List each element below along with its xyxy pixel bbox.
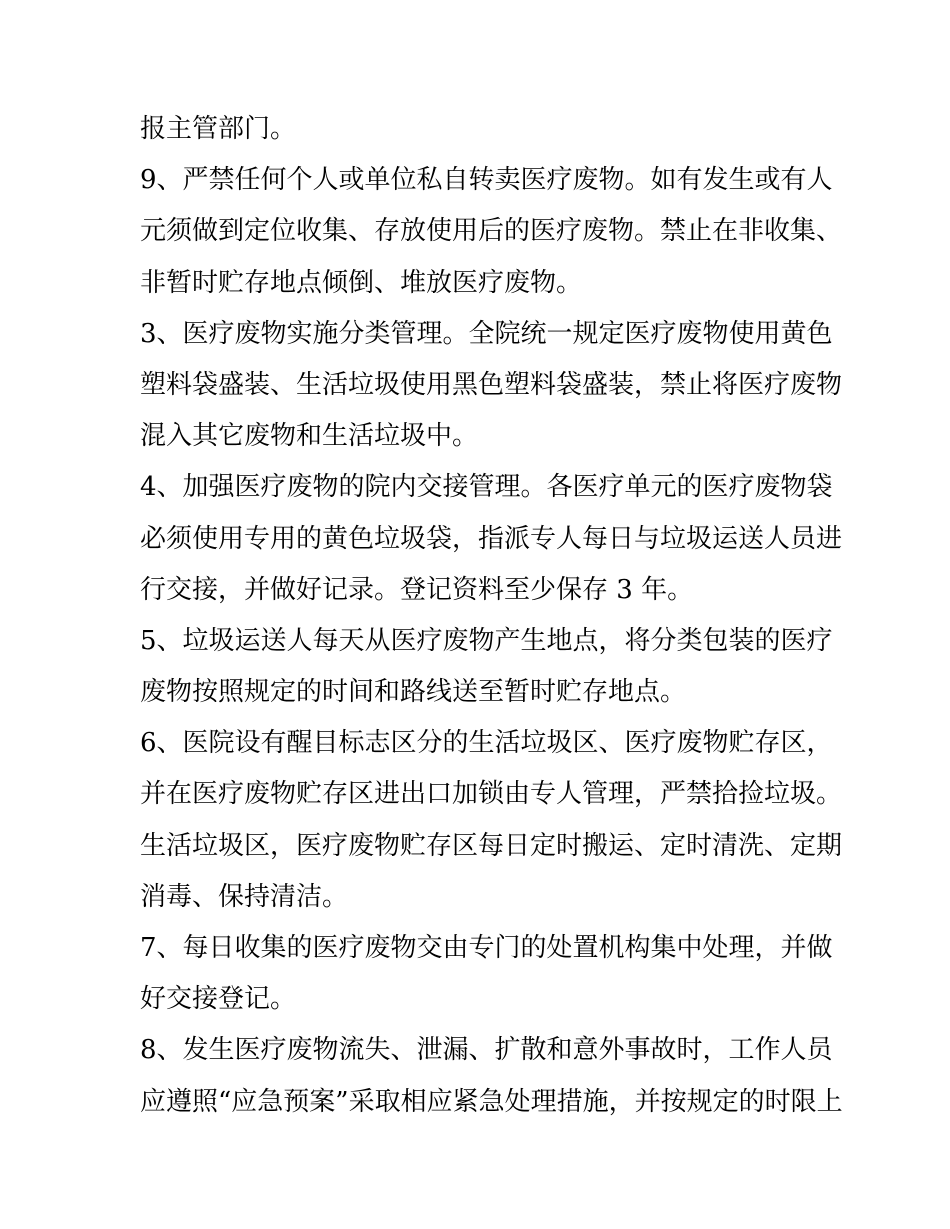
text-line: 元须做到定位收集、存放使用后的医疗废物。禁止在非收集、: [140, 216, 843, 247]
text-line: 7、每日收集的医疗废物交由专门的处置机构集中处理，并做: [140, 933, 833, 963]
text-line: 好交接登记。: [140, 984, 297, 1015]
text-line: 8、发生医疗废物流失、泄漏、扩散和意外事故时，工作人员: [140, 1035, 833, 1066]
text-line: 9、严禁任何个人或单位私自转卖医疗废物。如有发生或有人: [140, 165, 833, 196]
text-line: 行交接，并做好记录。登记资料至少保存 3 年。: [140, 574, 694, 605]
text-line: 消毒、保持清洁。: [140, 881, 349, 912]
text-line: 5、垃圾运送人每天从医疗废物产生地点，将分类包装的医疗: [140, 625, 833, 656]
text-line: 3、医疗废物实施分类管理。全院统一规定医疗废物使用黄色: [140, 318, 833, 349]
text-line: 废物按照规定的时间和路线送至暂时贮存地点。: [140, 677, 687, 708]
text-line: 必须使用专用的黄色垃圾袋，指派专人每日与垃圾运送人员进: [140, 523, 843, 554]
text-line: 混入其它废物和生活垃圾中。: [140, 421, 479, 452]
document-body: [140, 104, 843, 1128]
text-line: 报主管部门。: [140, 114, 297, 144]
text-line: 并在医疗废物贮存区进出口加锁由专人管理，严禁拾捡垃圾。: [140, 779, 843, 810]
text-line: 6、医院设有醒目标志区分的生活垃圾区、医疗废物贮存区，: [140, 728, 833, 759]
text-line: 4、加强医疗废物的院内交接管理。各医疗单元的医疗废物袋: [140, 472, 833, 503]
text-line: 生活垃圾区，医疗废物贮存区每日定时搬运、定时清洗、定期: [140, 830, 843, 861]
text-line: 非暂时贮存地点倾倒、堆放医疗废物。: [140, 267, 583, 298]
text-line: 应遵照“应急预案”采取相应紧急处理措施，并按规定的时限上: [140, 1086, 843, 1117]
text-line: 塑料袋盛装、生活垃圾使用黑色塑料袋盛装，禁止将医疗废物: [140, 369, 843, 400]
